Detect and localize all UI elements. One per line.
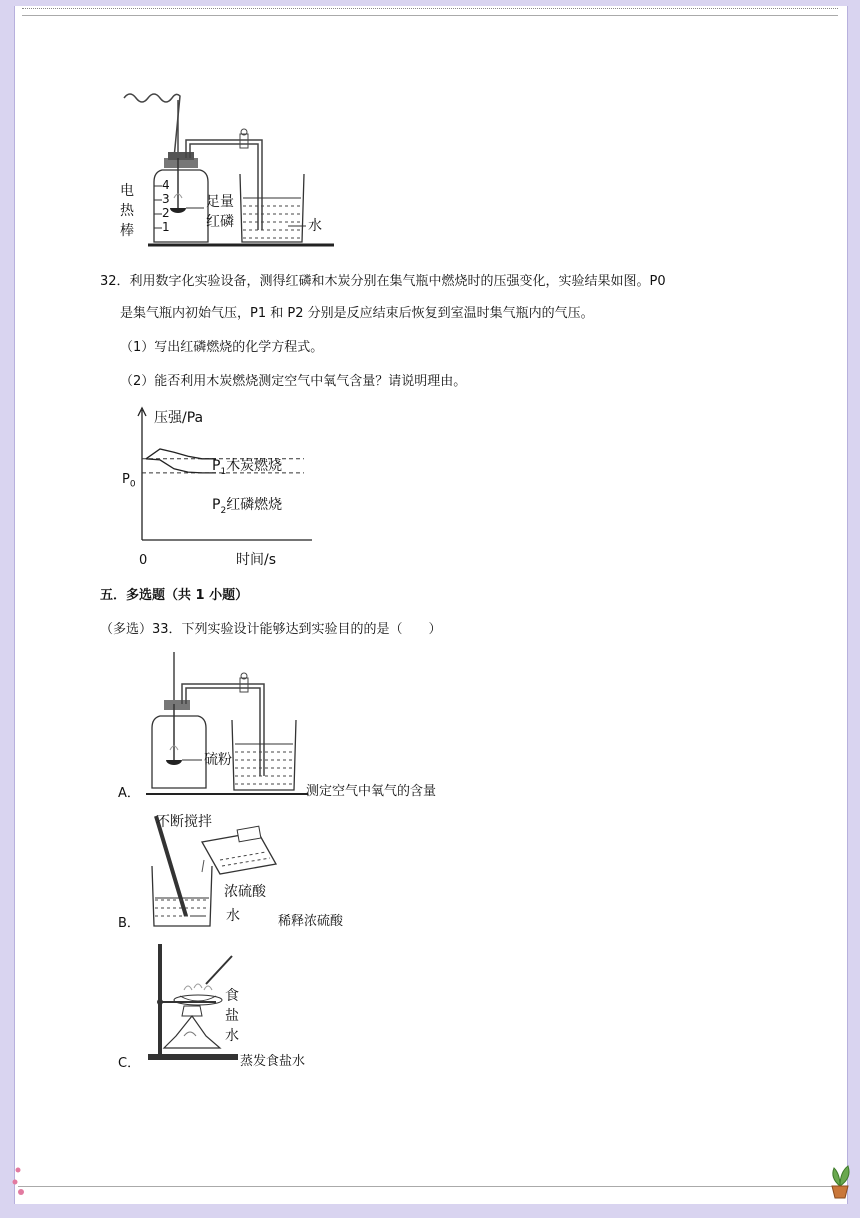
label-conc-acid: 浓硫酸 xyxy=(224,884,266,900)
pressure-chart xyxy=(118,404,318,570)
q32-sub2: （2）能否利用木炭燃烧测定空气中氧气含量？请说明理由。 xyxy=(120,374,467,389)
label-bottle-marks: 4 3 2 1 xyxy=(162,178,170,234)
label-electric-rod: 电 热 棒 xyxy=(120,183,134,239)
series-line-2 xyxy=(146,459,216,473)
label-sulfur: 硫粉 xyxy=(204,752,232,768)
option-b-letter: B． xyxy=(118,916,140,931)
q32-sub1: （1）写出红磷燃烧的化学方程式。 xyxy=(120,340,324,355)
decoration-plant-icon xyxy=(824,1162,856,1202)
chart-p2-label: $P_2$红磷燃烧 xyxy=(212,497,283,516)
decoration-hearts-icon xyxy=(10,1164,40,1204)
q32-line2: 是集气瓶内初始气压，P1 和 P2 分别是反应结束后恢复到室温时集气瓶内的气压。 xyxy=(120,306,594,321)
label-salt-water: 食 盐 水 xyxy=(225,988,239,1044)
option-b-caption: 稀释浓硫酸 xyxy=(278,914,344,929)
chart-p1-label: $P_1$木炭燃烧 xyxy=(212,458,283,477)
label-red-phosphorus: 足量 红磷 xyxy=(206,194,234,230)
label-water: 水 xyxy=(308,218,322,234)
section5-title: 五．多选题（共 1 小题） xyxy=(100,588,249,603)
option-c-caption: 蒸发食盐水 xyxy=(240,1054,306,1069)
option-a-apparatus xyxy=(140,648,310,800)
chart-p0-label: $P_0$ xyxy=(122,472,136,490)
option-b-apparatus xyxy=(140,812,290,932)
label-water-b: 水 xyxy=(226,908,240,924)
series-line-1 xyxy=(146,449,216,459)
chart-ylabel: 压强/Pa xyxy=(154,410,204,426)
chart-origin: 0 xyxy=(139,553,148,568)
q32-line1: 32．利用数字化实验设备，测得红磷和木炭分别在集气瓶中燃烧时的压强变化，实验结果如图。P0 xyxy=(100,274,666,289)
q33-question: （多选）33．下列实验设计能够达到实验目的的是（ ） xyxy=(100,622,442,637)
label-stir: 不断搅拌 xyxy=(156,814,212,830)
header-rule xyxy=(22,8,838,16)
footer-rule xyxy=(18,1186,842,1187)
option-c-letter: C． xyxy=(118,1056,141,1071)
option-a-letter: A． xyxy=(118,786,140,801)
option-a-caption: 测定空气中氧气的含量 xyxy=(306,784,437,799)
chart-xlabel: 时间/s xyxy=(236,552,277,568)
